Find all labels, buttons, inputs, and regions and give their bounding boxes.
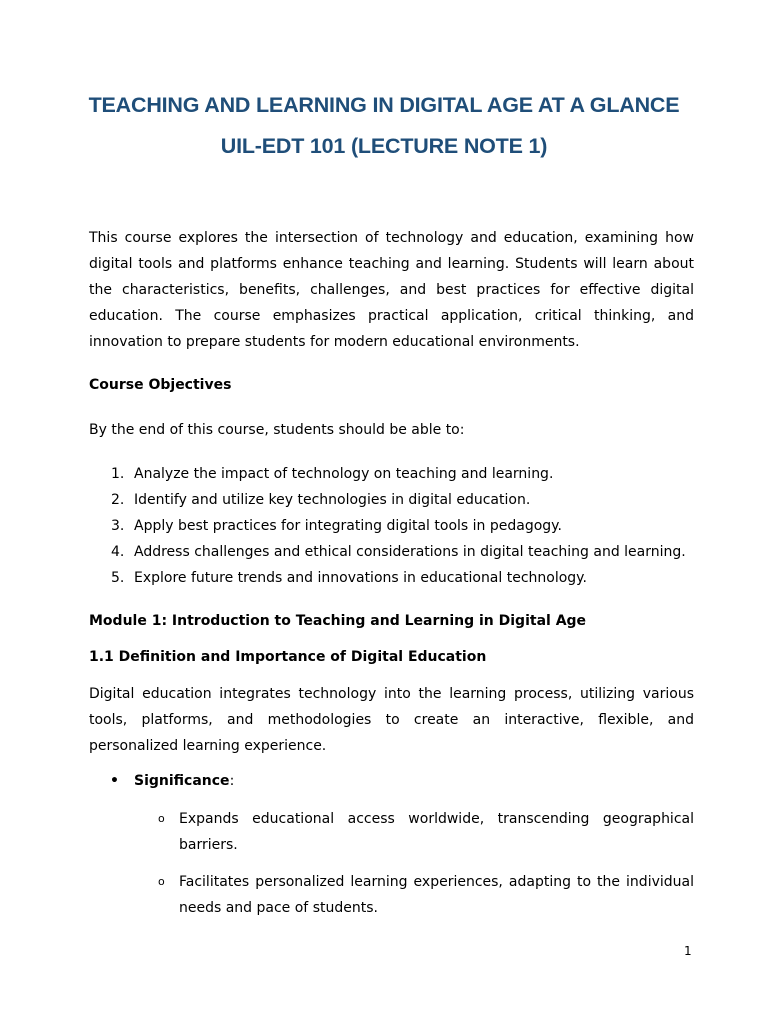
list-number: 4. xyxy=(111,544,125,560)
list-item-text: Apply best practices for integrating digital tools in pedagogy. xyxy=(134,518,562,534)
list-item-text: Analyze the impact of technology on teaching and learning. xyxy=(134,466,554,482)
objectives-lead: By the end of this course, students should be able to: xyxy=(89,422,465,438)
list-item xyxy=(89,487,709,513)
bullet-significance xyxy=(110,771,234,791)
hollow-circle-bullet-icon: o xyxy=(158,812,165,825)
course-code-title: UIL-EDT 101 (LECTURE NOTE 1) xyxy=(220,134,548,158)
hollow-circle-bullet-icon: o xyxy=(158,875,165,888)
sub-item-text: Facilitates personalized learning experiences, adapting to the individual needs and pace of students. xyxy=(179,874,694,916)
list-item-text: Identify and utilize key technologies in digital education. xyxy=(134,492,531,508)
list-item xyxy=(89,461,709,487)
section-heading: 1.1 Definition and Importance of Digital Education xyxy=(89,649,487,665)
bullet-suffix: : xyxy=(229,773,235,789)
objectives-list xyxy=(89,461,709,591)
page-number: 1 xyxy=(684,944,692,958)
sub-list-item xyxy=(158,869,694,921)
list-number: 5. xyxy=(111,570,125,586)
bullet-label: Significance xyxy=(134,773,230,789)
module-paragraph: Digital education integrates technology into the learning process, utilizing various tools, platforms, and methodologies to create an interactive, flexible, and personalized learning experience. xyxy=(89,686,694,754)
list-item xyxy=(89,565,709,591)
bullet-icon: • xyxy=(110,773,119,789)
list-item-text: Address challenges and ethical considerations in digital teaching and learning. xyxy=(134,544,686,560)
list-item-text: Explore future trends and innovations in educational technology. xyxy=(134,570,587,586)
document-title: TEACHING AND LEARNING IN DIGITAL AGE AT A GLANCE xyxy=(88,93,680,117)
list-item xyxy=(89,513,709,539)
objectives-heading: Course Objectives xyxy=(89,377,232,393)
list-number: 3. xyxy=(111,518,125,534)
list-number: 2. xyxy=(111,492,125,508)
module-heading: Module 1: Introduction to Teaching and Learning in Digital Age xyxy=(89,613,587,629)
list-item xyxy=(89,539,709,565)
sub-item-text: Expands educational access worldwide, transcending geographical barriers. xyxy=(179,811,694,853)
intro-paragraph: This course explores the intersection of technology and education, examining how digital tools and platforms enhance teaching and learning. Students will learn about the characteristics, benefits, challenges, and best practices for effective digital education. The course emphasizes practical application, critical thinking, and innovation to prepare students for modern educational environments. xyxy=(89,230,694,350)
sub-list-item xyxy=(158,806,694,858)
list-number: 1. xyxy=(111,466,125,482)
